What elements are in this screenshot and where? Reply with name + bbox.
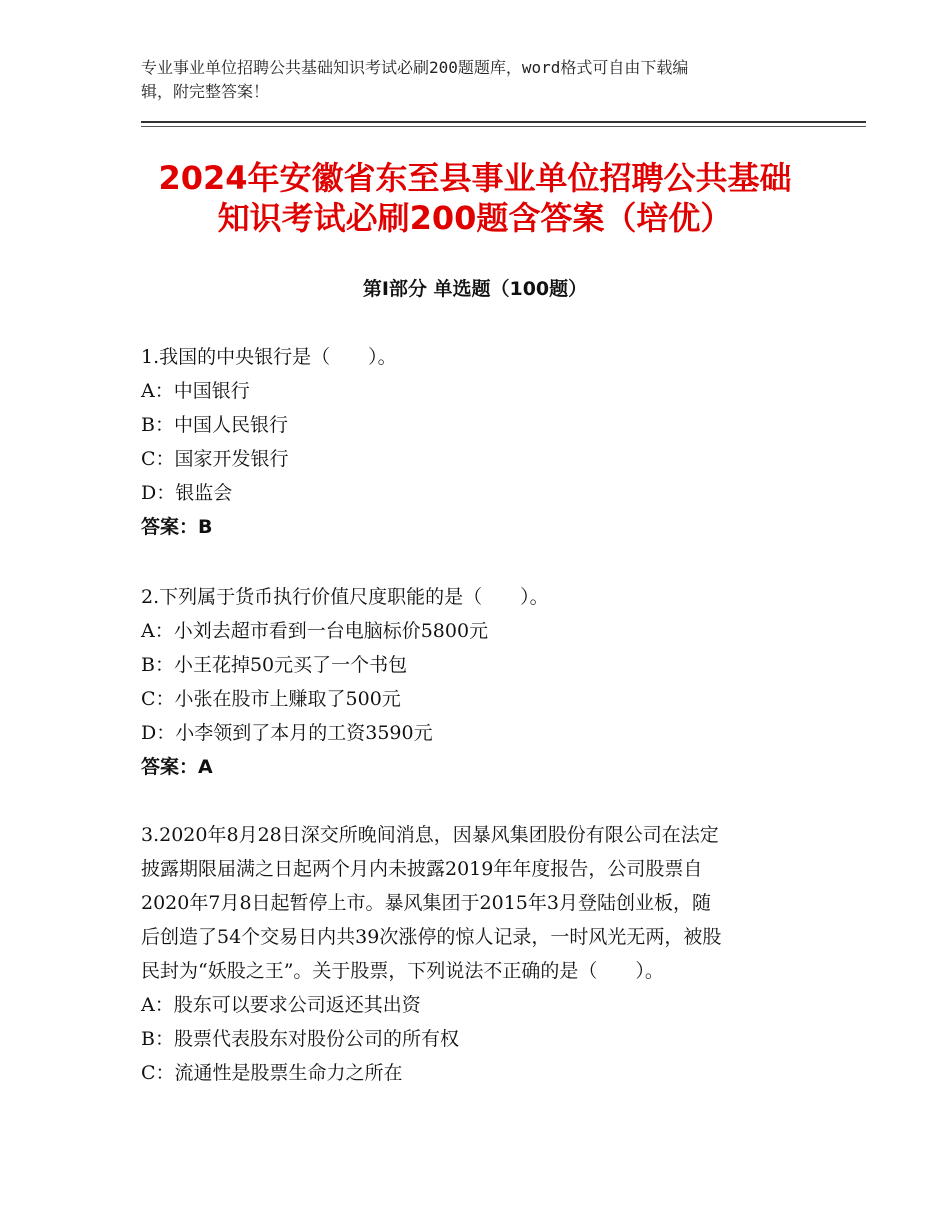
option-c: C：国家开发银行 xyxy=(141,448,289,470)
option-b: B：小王花掉50元买了一个书包 xyxy=(141,654,408,676)
header-note-line: 专业事业单位招聘公共基础知识考试必刷200题题库，word格式可自由下载编 xyxy=(141,58,689,77)
option-d: D：小李领到了本月的工资3590元 xyxy=(141,722,433,744)
question-stem-line: 2020年7月8日起暂停上市。暴风集团于2015年3月登陆创业板，随 xyxy=(141,892,711,914)
title-line: 2024年安徽省东至县事业单位招聘公共基础 xyxy=(158,159,792,197)
title-line: 知识考试必刷200题含答案（培优） xyxy=(217,199,733,237)
question-stem-line: 3.2020年8月28日深交所晚间消息，因暴风集团股份有限公司在法定 xyxy=(141,824,719,846)
question-stem: 2.下列属于货币执行价值尺度职能的是（ ）。 xyxy=(141,586,549,608)
document-title xyxy=(100,158,850,238)
option-a: A：股东可以要求公司返还其出资 xyxy=(141,994,421,1016)
header-divider-thick xyxy=(141,121,866,123)
header-divider-thin xyxy=(141,126,866,127)
header-note xyxy=(141,56,791,104)
option-b: B：中国人民银行 xyxy=(141,414,288,436)
question-2 xyxy=(141,580,821,784)
option-a: A：小刘去超市看到一台电脑标价5800元 xyxy=(141,620,489,642)
answer-label: 答案：A xyxy=(141,756,213,778)
question-stem-line: 后创造了54个交易日内共39次涨停的惊人记录，一时风光无两，被股 xyxy=(141,926,722,948)
question-3 xyxy=(141,818,821,1090)
option-c: C：流通性是股票生命力之所在 xyxy=(141,1062,403,1084)
option-b: B：股票代表股东对股份公司的所有权 xyxy=(141,1028,459,1050)
option-d: D：银监会 xyxy=(141,482,233,504)
header-note-line: 辑，附完整答案！ xyxy=(141,82,270,101)
question-stem-line: 民封为“妖股之王”。关于股票，下列说法不正确的是（ ）。 xyxy=(141,960,664,982)
option-a: A：中国银行 xyxy=(141,380,250,402)
section-heading: 第Ⅰ部分 单选题（100题） xyxy=(362,278,588,300)
question-stem: 1.我国的中央银行是（ ）。 xyxy=(141,346,397,368)
question-stem-line: 披露期限届满之日起两个月内未披露2019年年度报告，公司股票自 xyxy=(141,858,703,880)
option-c: C：小张在股市上赚取了500元 xyxy=(141,688,401,710)
answer-label: 答案：B xyxy=(141,516,213,538)
question-1 xyxy=(141,340,821,544)
